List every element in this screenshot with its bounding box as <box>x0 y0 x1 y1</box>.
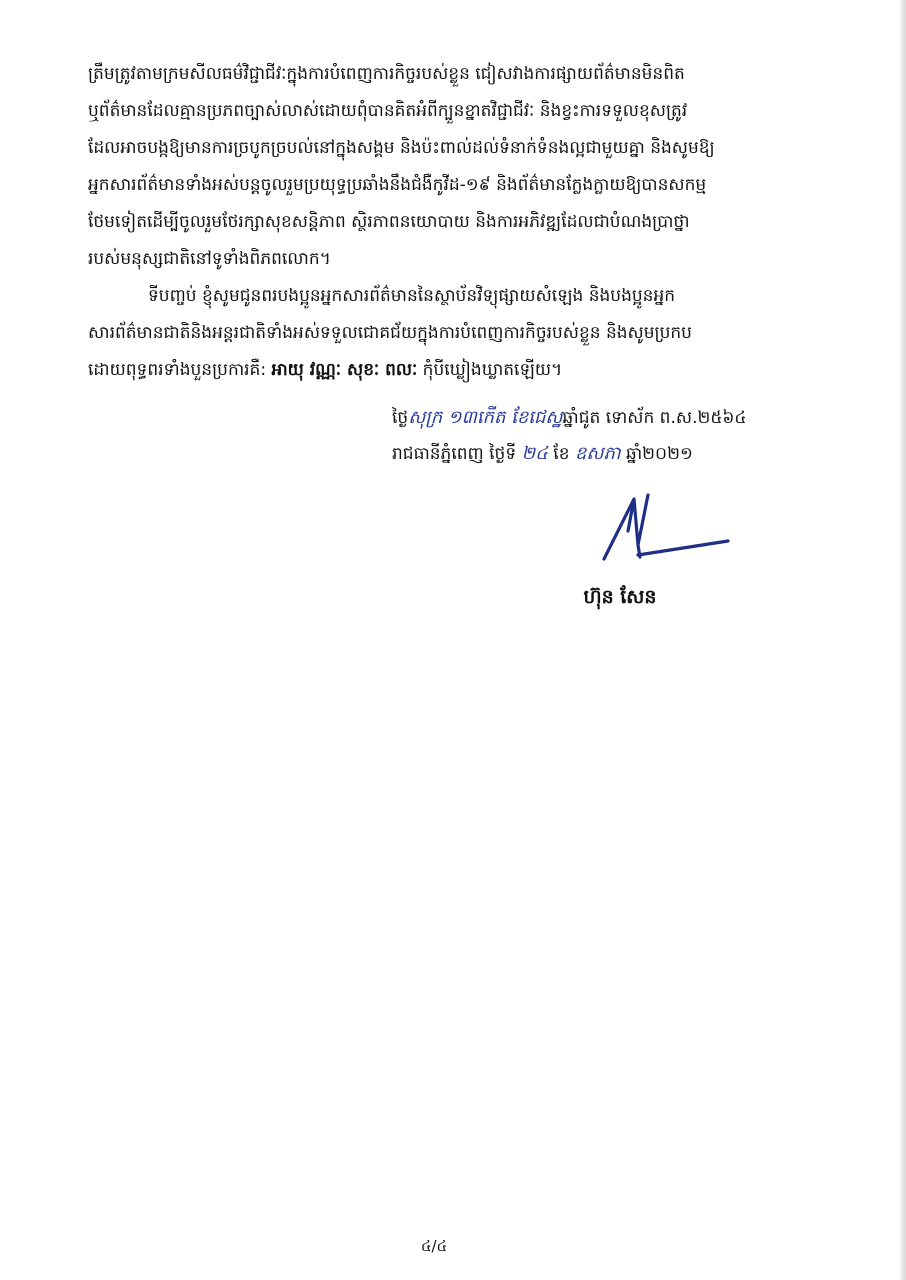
lunar-date-prefix: ថ្ងៃ <box>392 408 409 428</box>
day-handwritten: ២៤ <box>521 443 548 464</box>
body-line-3: ដែលអាចបង្កឱ្យមានការច្របូកច្របល់នៅក្នុងសង្គម និងប៉ះពាល់ដល់ទំនាក់ទំនងល្អជាមួយគ្នា និងសូមឱ្យ <box>88 138 715 158</box>
body-line-6: របស់មនុស្សជាតិនៅទូទាំងពិភពលោក។ <box>88 249 331 269</box>
body-line-2: ឬព័ត៌មានដែលគ្មានប្រភពច្បាស់លាស់ដោយពុំបានគិតអំពីក្បួនខ្នាតវិជ្ជាជីវៈ និងខ្វះការទទួលខុសត្រូវ <box>88 101 688 121</box>
closing-line-3 <box>88 352 826 389</box>
blessing-words: អាយុ វណ្ណៈ សុខៈ ពលៈ <box>271 360 418 380</box>
month-label: ខែ <box>553 444 570 464</box>
lunar-date-line <box>392 400 832 436</box>
blessing-prefix: ដោយពុទ្ធពរទាំងបួនប្រការគឺ: <box>88 360 272 380</box>
body-line-1: ត្រឹមត្រូវតាមក្រមសីលធម៌វិជ្ជាជីវៈក្នុងការបំពេញការកិច្ចរបស់ខ្លួន ជៀសវាងការផ្សាយព័ត៌មានមិនពិត <box>88 64 685 84</box>
body-line-5: ថែមទៀតដើម្បីចូលរួមថែរក្សាសុខសន្តិភាព ស្ថិរភាពនយោបាយ និងការអភិវឌ្ឍដែលជាបំណងប្រាថ្នា <box>88 212 690 232</box>
month-handwritten: ឧសភា <box>574 443 621 464</box>
signature-image <box>598 485 733 565</box>
blessing-suffix: កុំបីឃ្លៀងឃ្លាតឡើយ។ <box>417 360 563 380</box>
lunar-date-suffix: ឆ្នាំជូត ទោស័ក ព.ស.២៥៦៤ <box>562 408 747 428</box>
body-line-4: អ្នកសារព័ត៌មានទាំងអស់បន្តចូលរួមប្រយុទ្ធប្រឆាំងនឹងជំងឺកូវីដ-១៩ និងព័ត៌មានក្លែងក្លាយឱ្យបានសកម្ម <box>88 175 707 195</box>
scan-edge <box>900 0 906 1280</box>
dateline <box>392 400 832 472</box>
place-date-prefix: រាជធានីភ្នំពេញ ថ្ងៃទី <box>392 444 517 464</box>
lunar-date-handwritten: សុក្រ ១៣កើត ខែជេស្ឋ <box>408 407 563 428</box>
year-label: ឆ្នាំ២០២១ <box>626 444 693 464</box>
closing-line-1: ទីបញ្ចប់ ខ្ញុំសូមជូនពរបងប្អូនអ្នកសារព័ត៌មាននៃស្ថាប័នវិទ្យុផ្សាយសំឡេង និងបងប្អូនអ្នក <box>148 286 676 306</box>
signer-name: ហ៊ុន សែន <box>583 586 657 608</box>
page-number: ៤/៤ <box>420 1237 448 1255</box>
solar-date-line <box>392 436 832 472</box>
closing-line-2: សារព័ត៌មានជាតិនិងអន្តរជាតិទាំងអស់ទទួលជោគជ័យក្នុងការបំពេញការកិច្ចរបស់ខ្លួន និងសូមប្រកប <box>88 323 692 343</box>
letter-body <box>88 56 826 389</box>
